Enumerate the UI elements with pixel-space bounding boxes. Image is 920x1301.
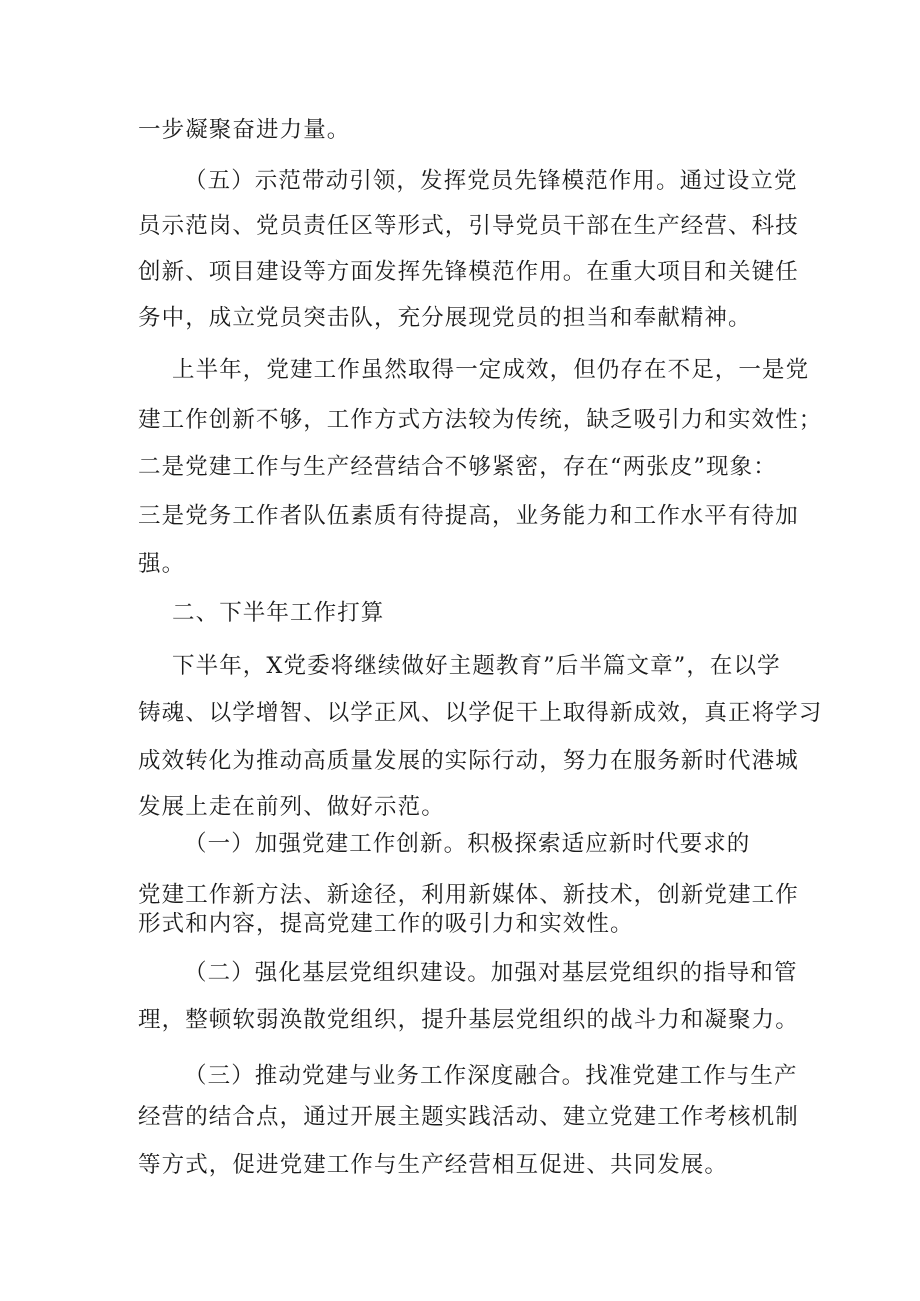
text-line: 发展上走在前列、做好示范。 [138,794,445,820]
text-line: 三是党务工作者队伍素质有待提高，业务能力和工作水平有待加 [138,503,799,529]
text-line: 铸魂、以学增智、以学正风、以学促干上取得新成效，真正将学习 [138,700,823,726]
text-line: 经营的结合点，通过开展主题实践活动、建立党建工作考核机制 [138,1104,799,1130]
text-line: （三）推动党建与业务工作深度融合。找准党建工作与生产 [184,1063,798,1089]
section-heading: 二、下半年工作打算 [172,600,385,626]
text-line: 建工作创新不够，工作方式方法较为传统，缺乏吸引力和实效性； [138,407,823,433]
text-line: 下半年，X党委将继续做好主题教育”后半篇文章”，在以学 [172,653,781,679]
text-line: 上半年，党建工作虽然取得一定成效，但仍存在不足，一是党 [172,357,810,383]
text-line: （二）强化基层党组织建设。加强对基层党组织的指导和管 [184,960,798,986]
text-line: 等方式，促进党建工作与生产经营相互促进、共同发展。 [138,1152,729,1178]
text-line: （一）加强党建工作创新。积极探索适应新时代要求的 [184,831,751,857]
text-line: （五）示范带动引领，发挥党员先锋模范作用。通过设立党 [184,168,798,194]
text-line: 二是党建工作与生产经营结合不够紧密，存在“两张皮”现象： [138,454,777,480]
text-line: 成效转化为推动高质量发展的实际行动，努力在服务新时代港城 [138,748,799,774]
text-line: 强。 [138,551,186,577]
text-line: 务中，成立党员突击队，充分展现党员的担当和奉献精神。 [138,305,752,331]
text-line: 员示范岗、党员责任区等形式，引导党员干部在生产经营、科技 [138,213,799,239]
text-line: 理，整顿软弱涣散党组织，提升基层党组织的战斗力和凝聚力。 [138,1007,799,1033]
text-line: 一步凝聚奋进力量。 [138,117,351,143]
text-line: 创新、项目建设等方面发挥先锋模范作用。在重大项目和关键任 [138,259,799,285]
text-line: 党建工作新方法、新途径，利用新媒体、新技术，创新党建工作 [138,882,799,908]
text-line: 形式和内容，提高党建工作的吸引力和实效性。 [138,911,634,937]
